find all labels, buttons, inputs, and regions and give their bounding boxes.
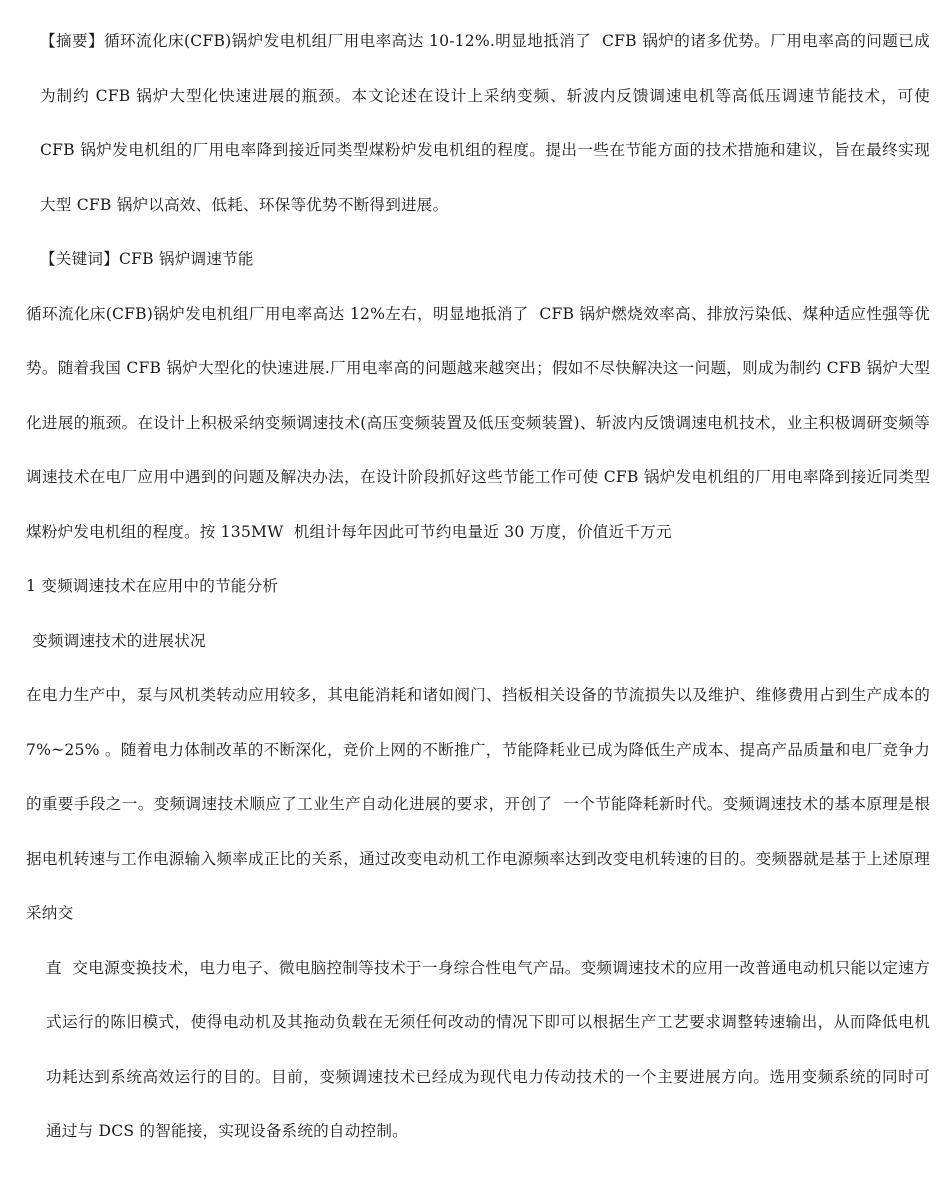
body-paragraph-1: 在电力生产中，泵与风机类转动应用较多，其电能消耗和诸如阀门、挡板相关设备的节流损失以及维护、维修费用占到生产成本的 7%~25% 。随着电力体制改革的不断深化，竞价上网的不断推广，节能降耗业已成为降低生产成本、提高产品质量和电厂竞争力的重要手段之一。变频调速技术顺应了工业生产自动化进展的要求，开创了 一个节能降耗新时代。变频调速技术的基本原理是根据电机转速与工作电源输入频率成正比的关系，通过改变电动机工作电源频率达到改变电机转速的目的。变频器就是基于上述原理采纳交 — [26, 686, 936, 922]
abstract-paragraph: 【摘要】循环流化床(CFB)锅炉发电机组厂用电率高达 10-12%.明显地抵消了 CFB 锅炉的诸多优势。厂用电率高的问题已成为制约 CFB 锅炉大型化快速进展的瓶颈。本文论述在设计上采纳变频、斩波内反馈调速电机等高低压调速节能技术，可使 CFB 锅炉发电机组的厂用电率降到接近同类型煤粉炉发电机组的程度。提出一些在节能方面的技术措施和建议，旨在最终实现大型 CFB 锅炉以高效、低耗、环保等优势不断得到进展。 — [40, 32, 936, 214]
intro-paragraph: 循环流化床(CFB)锅炉发电机组厂用电率高达 12%左右，明显地抵消了 CFB 锅炉燃烧效率高、排放污染低、煤种适应性强等优势。随着我国 CFB 锅炉大型化的快速进展.厂用电率高的问题越来越突出；假如不尽快解决这一问题，则成为制约 CFB 锅炉大型化进展的瓶颈。在设计上积极采纳变频调速技术(高压变频装置及低压变频装置)、斩波内反馈调速电机技术，业主积极调研变频等调速技术在电厂应用中遇到的问题及解决办法，在设计阶段抓好这些节能工作可使 CFB 锅炉发电机组的厂用电率降到接近同类型煤粉炉发电机组的程度。按 135MW 机组计每年因此可节约电量近 30 万度，价值近千万元 — [26, 304, 930, 541]
subsection-heading: 变频调速技术的进展状况 — [32, 631, 206, 650]
section-heading: 1 变频调速技术在应用中的节能分析 — [26, 577, 279, 595]
document-page — [26, 14, 936, 1159]
keywords-line: 【关键词】CFB 锅炉调速节能 — [40, 250, 254, 268]
body-paragraph-2: 直 交电源变换技术，电力电子、微电脑控制等技术于一身综合性电气产品。变频调速技术的应用一改普通电动机只能以定速方式运行的陈旧模式，使得电动机及其拖动负载在无须任何改动的情况下即可以根据生产工艺要求调整转速输出，从而降低电机功耗达到系统高效运行的目的。目前，变频调速技术已经成为现代电力传动技术的一个主要进展方向。选用变频系统的同时可通过与 DCS 的智能接，实现设备系统的自动控制。 — [46, 958, 930, 1140]
